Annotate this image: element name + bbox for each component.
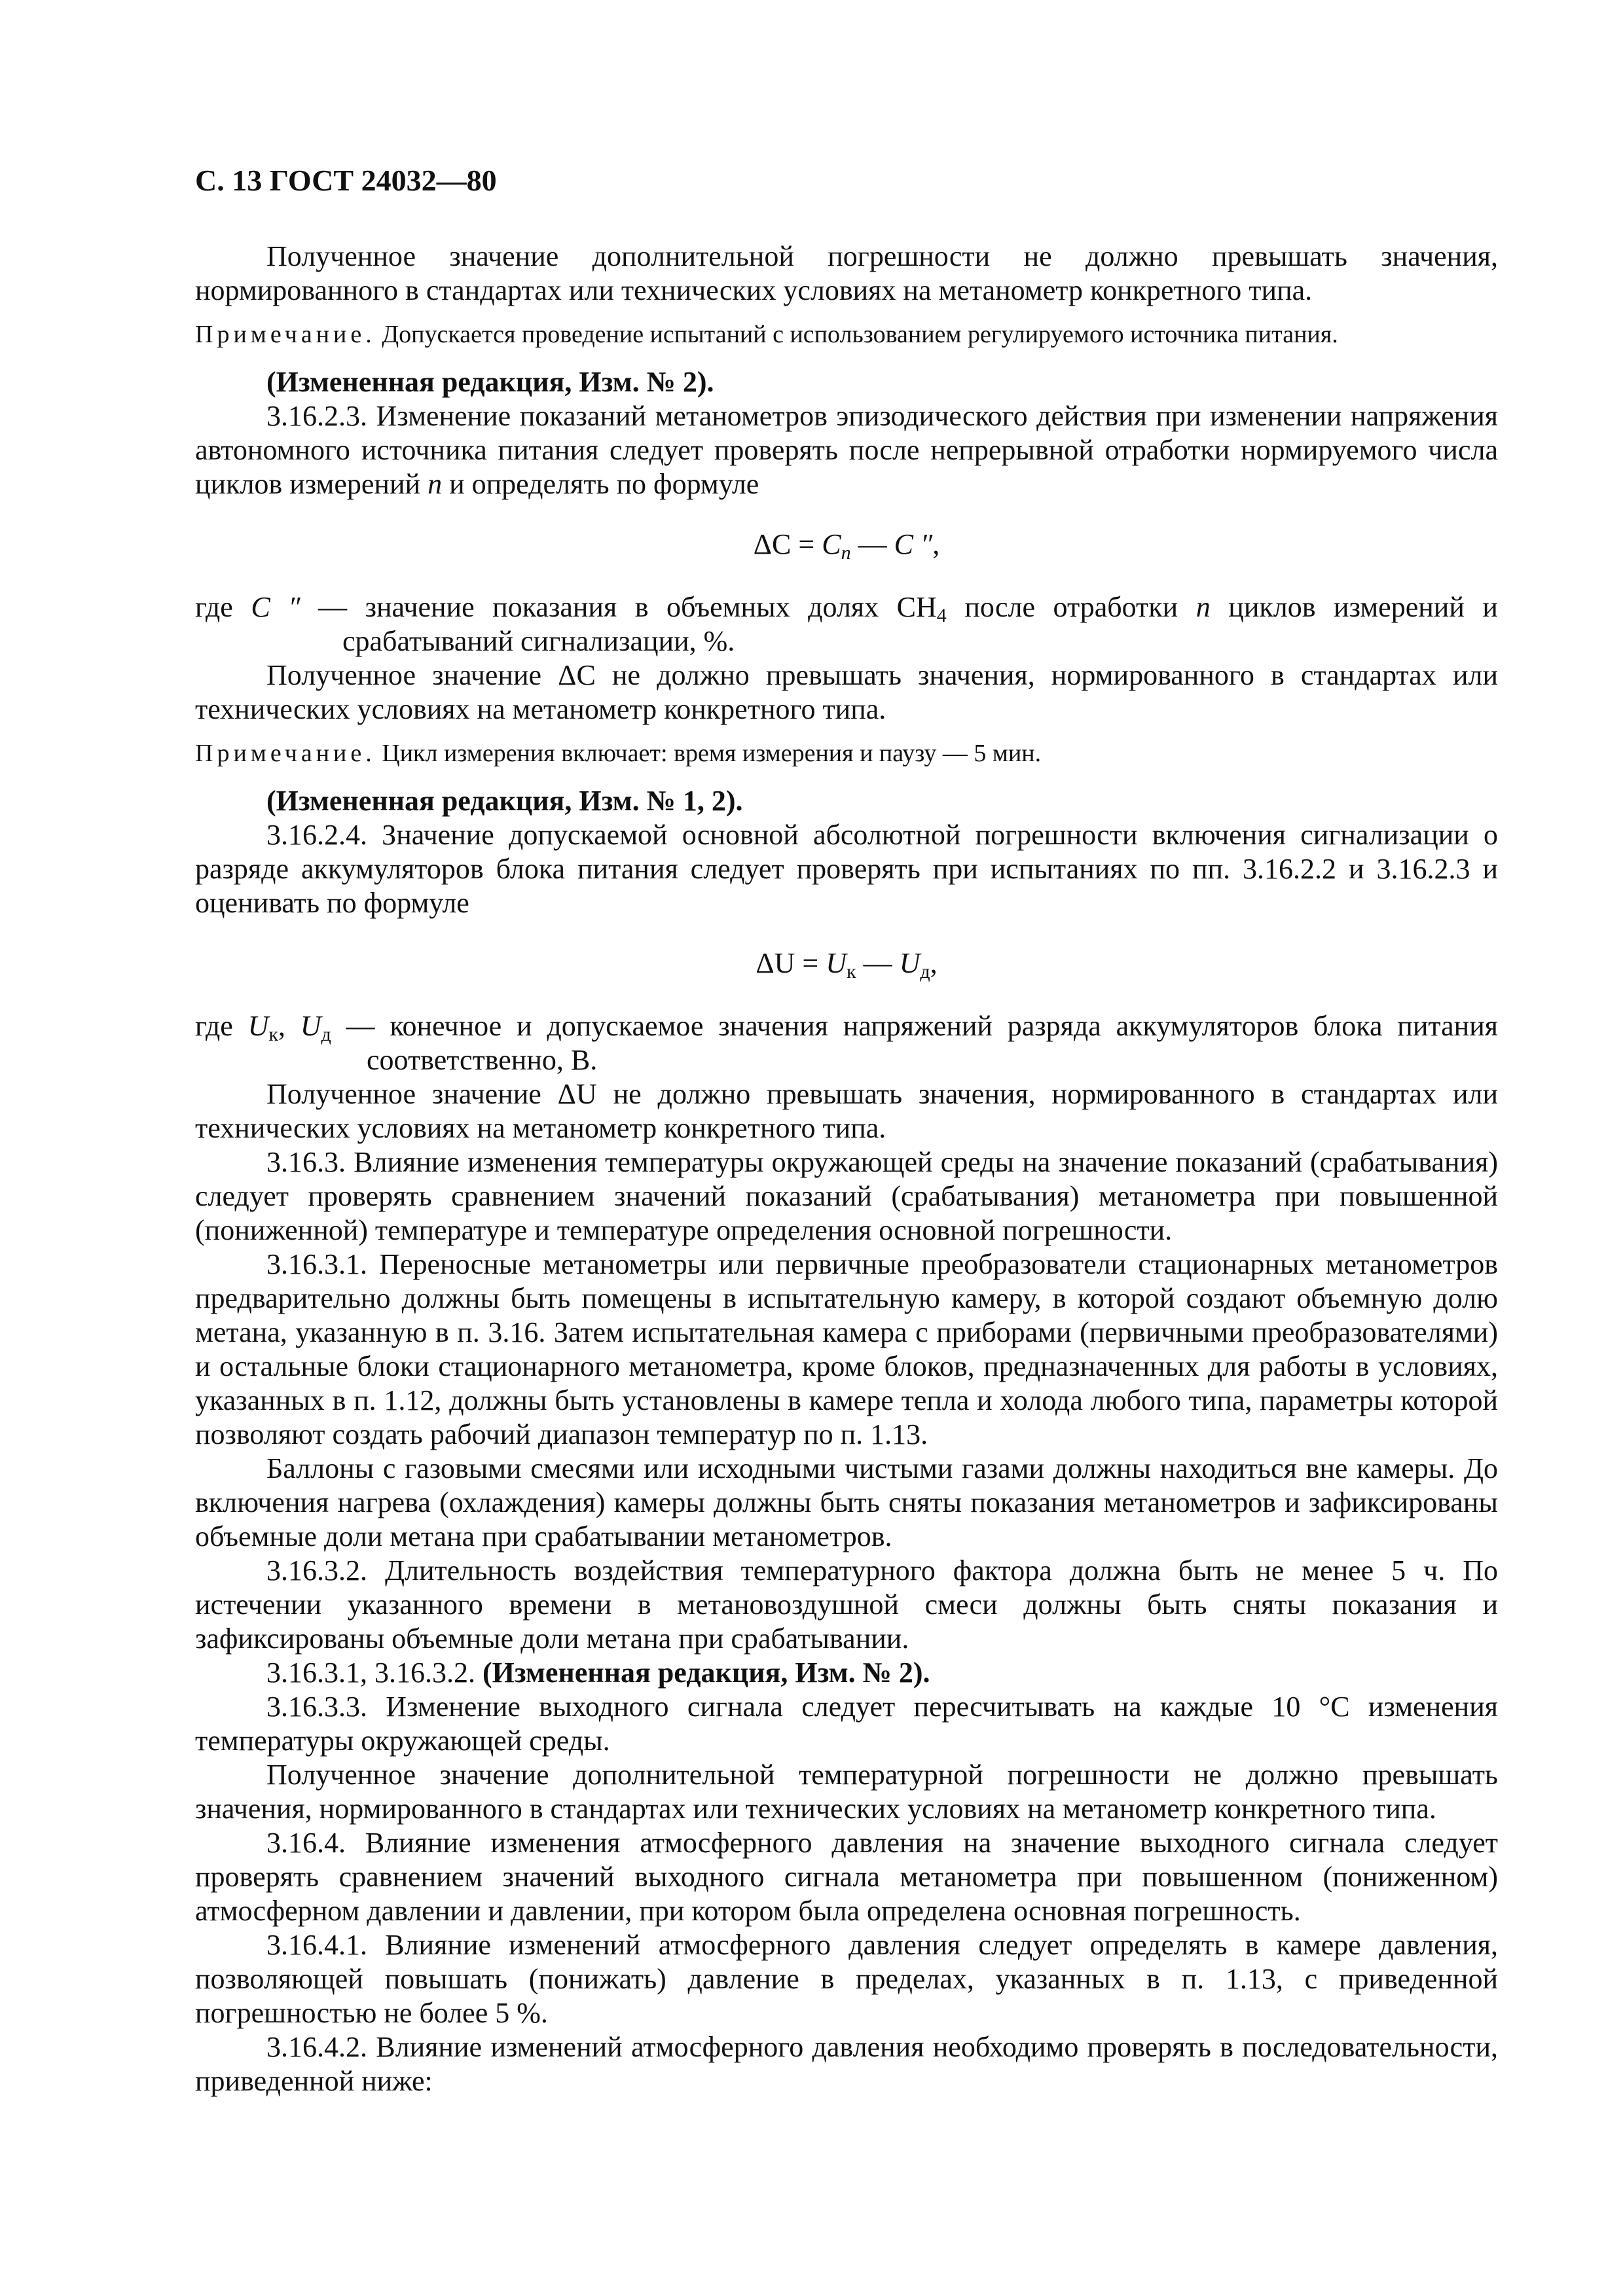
revision-note: (Измененная редакция, Изм. № 2). <box>266 366 714 398</box>
formula-u1: U <box>826 947 847 979</box>
where-text: после отработки <box>946 591 1196 623</box>
formula-sub-k: к <box>847 961 856 982</box>
document-page <box>195 164 1498 2098</box>
where-sep: , <box>278 1010 301 1042</box>
formula-delta-u <box>195 946 1498 980</box>
where-text: — значение показания в объемных долях CH <box>300 591 937 623</box>
revision-note-line <box>195 1656 1498 1690</box>
formula-legend <box>195 590 1498 658</box>
paragraph: Баллоны с газовыми смесями или исходными чистыми газами должны находиться вне камеры. До включения нагрева (охлаждения) камеры должны быть сняты показания метанометров и зафиксированы объемные доли метана при срабатывании метанометров. <box>195 1452 1498 1552</box>
formula-rhs: C ″ <box>894 528 933 560</box>
formula-u2: U <box>899 947 921 979</box>
formula-minus: — <box>856 947 900 979</box>
where-n: n <box>1195 591 1211 623</box>
clause-3-16-3-2: 3.16.3.2. Длительность воздействия температурного фактора должна быть не менее 5 ч. По истечении указанного времени в метановоздушной смеси должны быть сняты показания и зафиксированы объемные доли метана при срабатывании. <box>195 1554 1498 1655</box>
formula-comma: , <box>930 947 938 979</box>
formula-eq: = <box>791 528 822 560</box>
clause-3-16-4-2: 3.16.4.2. Влияние изменений атмосферного давления необходимо проверять в последовательности, приведенной ниже: <box>195 2031 1498 2097</box>
where-sub: 4 <box>936 605 947 626</box>
where-sub: к <box>268 1024 278 1045</box>
formula-comma: , <box>932 528 940 560</box>
note-text: Допускается проведение испытаний с использованием регулируемого источника питания. <box>375 321 1338 348</box>
note-label: Примечание. <box>195 740 376 767</box>
clause-3-16-4: 3.16.4. Влияние изменения атмосферного давления на значение выходного сигнала следует проверять сравнением значений выходного сигнала метанометра при повышенном (пониженном) атмосферном давлении и давлении, при котором была определена основная погрешность. <box>195 1827 1498 1927</box>
formula-minus: — <box>850 528 894 560</box>
note-label: Примечание. <box>195 321 376 348</box>
paragraph: Полученное значение ΔU не должно превышать значения, нормированного в стандартах или технических условиях на метанометр конкретного типа. <box>195 1078 1498 1144</box>
formula-eq: = <box>795 947 826 979</box>
clause-3-16-2-3 <box>195 399 1498 501</box>
where-prefix: где <box>195 591 251 623</box>
revision-note: (Измененная редакция, Изм. № 2). <box>483 1657 930 1689</box>
symbol-n: n <box>428 468 443 500</box>
clause-text-end: и определять по формуле <box>442 468 759 500</box>
formula-sub-d: д <box>920 961 930 982</box>
where-prefix: где <box>195 1010 248 1042</box>
clause-3-16-3-1: 3.16.3.1. Переносные метанометры или первичные преобразователи стационарных метанометров предварительно должны быть помещены в испытательную камеру, в которой создают объемную долю метана, указанную в п. 3.16. Затем испытательная камера с приборами (первичными преобразователями) и остальные блоки стационарного метанометра, кроме блоков, предназначенных для работы в условиях, указанных в п. 1.12, должны быть установлены в камере тепла и холода любого типа, параметры которой позволяют создать рабочий диапазон температур по п. 1.13. <box>195 1248 1498 1450</box>
clause-3-16-3-3: 3.16.3.3. Изменение выходного сигнала следует пересчитывать на каждые 10 °С изменения температуры окружающей среды. <box>195 1691 1498 1757</box>
page-header: С. 13 ГОСТ 24032—80 <box>195 164 497 197</box>
formula-legend <box>195 1009 1498 1077</box>
revision-note: (Измененная редакция, Изм. № 1, 2). <box>266 785 743 817</box>
where-symbol: C ″ <box>251 591 301 623</box>
formula-lhs: ΔU <box>756 947 795 979</box>
note <box>195 738 1498 768</box>
paragraph: Полученное значение ΔC не должно превышать значения, нормированного в стандартах или технических условиях на метанометр конкретного типа. <box>195 659 1498 725</box>
where-sub: д <box>321 1024 331 1045</box>
revision-prefix: 3.16.3.1, 3.16.3.2. <box>266 1657 483 1689</box>
clause-3-16-2-4: 3.16.2.4. Значение допускаемой основной абсолютной погрешности включения сигнализации о разряде аккумуляторов блока питания следует проверять при испытаниях по пп. 3.16.2.2 и 3.16.2.3 и оценивать по формуле <box>195 819 1498 919</box>
where-text: — конечное и допускаемое значения напряжений разряда аккумуляторов блока питания соответственно, В. <box>331 1010 1498 1076</box>
where-u2: U <box>300 1010 321 1042</box>
note-text: Цикл измерения включает: время измерения и паузу — 5 мин. <box>375 740 1042 767</box>
where-u1: U <box>247 1010 269 1042</box>
formula-lhs: ΔC <box>753 528 792 560</box>
note <box>195 319 1498 350</box>
paragraph: Полученное значение дополнительной погрешности не должно превышать значения, нормированного в стандартах или технических условиях на метанометр конкретного типа. <box>195 240 1498 306</box>
clause-3-16-3: 3.16.3. Влияние изменения температуры окружающей среды на значение показаний (срабатывания) следует проверять сравнением значений показаний (срабатывания) метанометра при повышенной (пониженной) температуре и температуре определения основной погрешности. <box>195 1146 1498 1246</box>
clause-text: 3.16.2.3. Изменение показаний метанометров эпизодического действия при изменении напряжения автономного источника питания следует проверять после непрерывной отработки нормируемого числа циклов измерений <box>195 400 1498 500</box>
paragraph: Полученное значение дополнительной температурной погрешности не должно превышать значения, нормированного в стандартах или технических условиях на метанометр конкретного типа. <box>195 1759 1498 1825</box>
clause-3-16-4-1: 3.16.4.1. Влияние изменений атмосферного давления следует определять в камере давления, позволяющей повышать (понижать) давление в пределах, указанных в п. 1.13, с приведенной погрешностью не более 5 %. <box>195 1929 1498 2029</box>
formula-delta-c <box>195 528 1498 562</box>
formula-sub-n: n <box>841 542 851 564</box>
where-text: циклов измерений и срабатываний сигнализации, %. <box>342 591 1498 657</box>
formula-c: C <box>822 528 841 560</box>
